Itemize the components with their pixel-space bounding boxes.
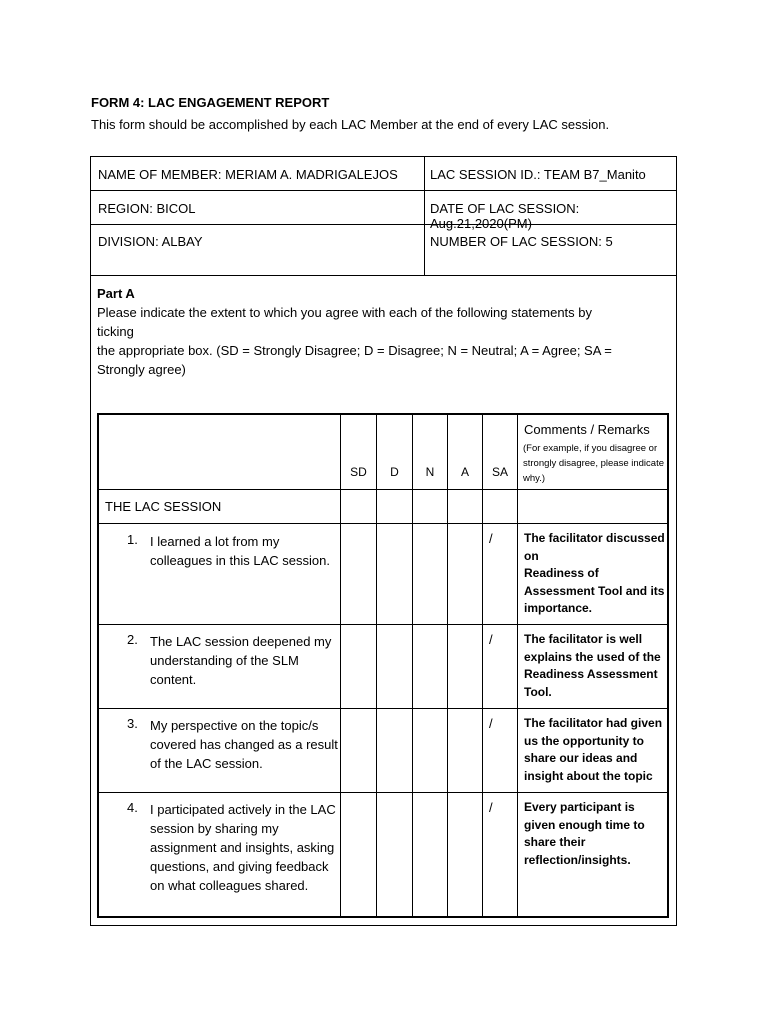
column-divider (482, 415, 483, 916)
comments-note: (For example, if you disagree or strongly disagree, please indicate why.) (523, 443, 665, 484)
session-number: NUMBER OF LAC SESSION: 5 (430, 234, 613, 249)
rating-table (97, 413, 669, 918)
row-divider (91, 190, 676, 191)
part-a-line: Strongly agree) (97, 362, 186, 377)
tick-mark: / (489, 531, 493, 546)
column-divider (424, 157, 425, 275)
row-divider (99, 792, 667, 793)
section-title: THE LAC SESSION (105, 499, 222, 514)
part-a-line: ticking (97, 324, 134, 339)
column-divider (340, 415, 341, 916)
member-name: NAME OF MEMBER: MERIAM A. MADRIGALEJOS (98, 167, 398, 182)
statement-number: 2. (127, 632, 138, 647)
row-divider (99, 624, 667, 625)
part-a-instructions (97, 284, 657, 379)
column-divider (517, 415, 518, 916)
statement-number: 4. (127, 800, 138, 815)
column-divider (376, 415, 377, 916)
column-header-a: A (460, 465, 469, 479)
column-header-sd: SD (350, 465, 367, 479)
column-divider (447, 415, 448, 916)
division: DIVISION: ALBAY (98, 234, 203, 249)
form-title: FORM 4: LAC ENGAGEMENT REPORT (91, 95, 330, 110)
part-a-line: Please indicate the extent to which you agree with each of the following statements by (97, 305, 593, 320)
row-divider (91, 275, 676, 276)
column-divider (412, 415, 413, 916)
region: REGION: BICOL (98, 201, 196, 216)
remark-text: Every participant is given enough time to share their reflection/insights. (524, 800, 645, 867)
comments-header: Comments / Remarks (524, 422, 650, 437)
session-id: LAC SESSION ID.: TEAM B7_Manito (430, 167, 646, 182)
row-divider (99, 523, 667, 524)
tick-mark: / (489, 716, 493, 731)
tick-mark: / (489, 800, 493, 815)
remark-text: The facilitator had given us the opportunity to share our ideas and insight about the topic (524, 716, 663, 783)
statement-text: I learned a lot from my colleagues in this LAC session. (150, 534, 330, 568)
session-date: DATE OF LAC SESSION: Aug.21,2020(PM) (430, 201, 580, 231)
remark-text: The facilitator discussed on Readiness of Assessment Tool and its importance. (524, 531, 665, 615)
part-a-heading: Part A (97, 286, 135, 301)
statement-text: The LAC session deepened my understanding of the SLM content. (150, 634, 332, 687)
row-divider (99, 489, 667, 490)
tick-mark: / (489, 632, 493, 647)
form-instructions: This form should be accomplished by each LAC Member at the end of every LAC session. (91, 117, 610, 132)
statement-text: My perspective on the topic/s covered has changed as a result of the LAC session. (150, 718, 338, 771)
part-a-line: the appropriate box. (SD = Strongly Disagree; D = Disagree; N = Neutral; A = Agree; SA = (97, 343, 612, 358)
statement-number: 3. (127, 716, 138, 731)
column-header-sa: SA (491, 465, 508, 479)
remark-text: The facilitator is well explains the used of the Readiness Assessment Tool. (524, 632, 661, 699)
column-header-n: N (425, 465, 435, 479)
row-divider (99, 708, 667, 709)
statement-text: I participated actively in the LAC session by sharing my assignment and insights, asking questions, and giving feedback on what colleagues shared. (150, 802, 336, 893)
statement-number: 1. (127, 532, 138, 547)
column-header-d: D (390, 465, 399, 479)
